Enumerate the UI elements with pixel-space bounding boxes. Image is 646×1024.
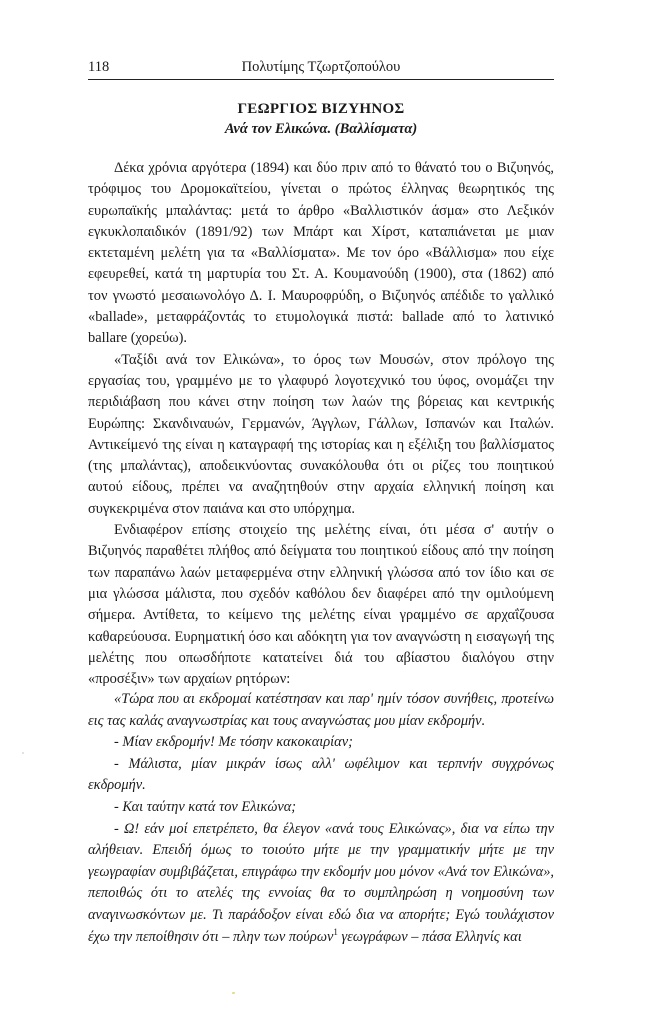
quote-text: - Ω! εάν μοί επετρέπετο, θα έλεγον «ανά τους Ελικώνας», δια να είπω την αλήθειαν. Επειδή όμως το τοιούτο μήτε με την γραμματικήν μήτε με την γεωγραφίαν συμβιβάζεται, επιγράφω την εκδομήν μου μόνον «Ανά τον Ελικώνα», πεποιθώς ότι το ατελές της εννοίας θα το συμπληρώση η νοημοσύνη των αναγινωσκόντων με. Τι παράδοξον είναι εδώ δια να απορήτε; Εγώ τουλάχιστον έχω την πεποίθησιν ότι – πλην των πούρων — [88, 820, 554, 945]
quote-line: - Και ταύτην κατά τον Ελικώνα; — [114, 798, 297, 815]
body-paragraph: Δέκα χρόνια αργότερα (1894) και δύο πριν από το θάνατό του ο Βιζυηνός, τρόφιμος του Δρομοκαϊτείου, γίνεται ο πρώτος έλληνας θεωρητικός της ευρωπαϊκής μπαλάντας: μετά το άρθρο «Βαλλιστικόν άσμα» στο Λεξικόν εγκυκλοπαιδικόν (1891/92) των Μπάρτ και Χίρστ, καταπιάνεται με μιαν εκτεταμένη μελέτη για τα «Βαλλίσματα». Με τον όρο «Βάλλισμα» που είχε εφευρεθεί, κατά τη μαρτυρία του Στ. Α. Κουμανούδη (1900), στα (1862) από τον γνωστό μεσαιωνολόγο Δ. Ι. Μαυροφρύδη, ο Βιζυηνός απέδιδε το γαλλικό «ballade», μεταφράζοντάς το ετυμολογικά πιστά: ballade από το λατινικό ballare (χορεύω). — [88, 160, 554, 347]
footnote-marker: 1 — [333, 926, 338, 937]
section-subtitle: Ανά τον Ελικώνα. (Βαλλίσματα) — [224, 121, 418, 137]
body-text — [88, 158, 554, 690]
running-header — [88, 55, 554, 80]
quote-line: - Μίαν εκδρομήν! Με τόσην κακοκαιρίαν; — [114, 734, 353, 751]
body-paragraph: Ενδιαφέρον επίσης στοιχείο της μελέτης είναι, ότι μέσα σ' αυτήν ο Βιζυηνός παραθέτει πλήθος από δείγματα του ποιητικού είδους από την ποίηση των παραπάνω λαών μεταφερμένα στην ελληνική γλώσσα από τον ίδιο και σε μια γλώσσα μάλιστα, που σχεδόν καθόλου δεν διαφέρει από την ομιλούμενη σήμερα. Αντίθετα, το κείμενο της μελέτης είναι γραμμένο σε αρχαΐζουσα καθαρεύουσα. Ευρηματική όσο και αδόκητη για τον αναγνώστη η εισαγωγή της μελέτης που οπωσδήποτε κατατείνει διά του αβίαστου διαλόγου στην «προσέξιν» των αρχαίων ρητόρων: — [88, 522, 554, 688]
quote-line-last — [88, 819, 554, 949]
quote-line: «Τώρα που αι εκδρομαί κατέστησαν και παρ' ημίν τόσον συνήθεις, προτείνω εις τας καλάς αναγνωστρίας και τους αναγνώστας μου μίαν εκδρομήν. — [88, 691, 554, 729]
body-paragraph: «Ταξίδι ανά τον Ελικώνα», το όρος των Μουσών, στον πρόλογο της εργασίας του, γραμμένο με το γλαφυρό λογοτεχνικό του ύφος, ονομάζει την περιδιάβαση που κάνει στην ποίηση των λαών της βόρειας και κεντρικής Ευρώπης: Σκανδιναυών, Γερμανών, Άγγλων, Γάλλων, Ισπανών και Ιταλών. Αντικείμενό της είναι η καταγραφή της ιστορίας και η εξέλιξη του βαλλίσματος (της μπαλάντας), αποδεικνύοντας συνακόλουθα ότι οι ρίζες του ποιητικού αυτού είδους, πρέπει να αναζητηθούν στην αρχαία ελληνική ποίηση και συγκεκριμένα στον παιάνα και στο υπόρχημα. — [88, 351, 554, 517]
quoted-dialogue — [88, 689, 554, 948]
running-title: Πολυτίμης Τζωρτζοπούλου — [241, 59, 401, 75]
paper-speck — [232, 992, 235, 994]
quote-text-continued: γεωγράφων – πάσα Ελληνίς και — [337, 928, 522, 945]
section-heading — [88, 99, 554, 139]
section-author: ΓΕΩΡΓΙΟΣ ΒΙΖΥΗΝΟΣ — [237, 101, 405, 117]
paper-speck — [22, 752, 24, 754]
quote-line: - Μάλιστα, μίαν μικράν ίσως αλλ' ωφέλιμον και τερπνήν συγχρόνως εκδρομήν. — [88, 755, 554, 794]
page-number: 118 — [88, 59, 110, 75]
